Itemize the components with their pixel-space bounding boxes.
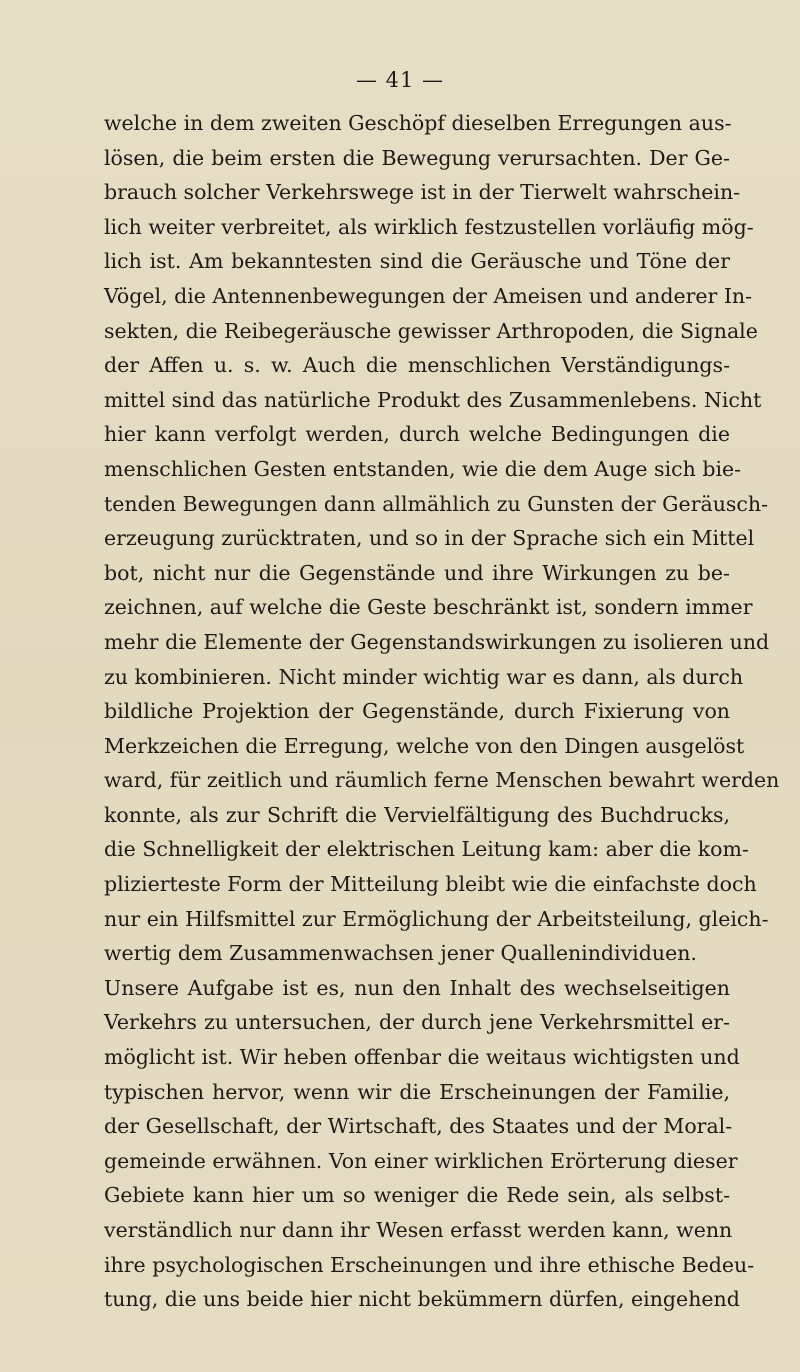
- text-line: lich ist. Am bekanntesten sind die Geräusche und Töne der: [104, 249, 730, 274]
- paragraph-end-line: wertig dem Zusammenwachsen jener Quallenindividuen.: [104, 941, 697, 966]
- text-line: gemeinde erwähnen. Von einer wirklichen Erörterung dieser: [104, 1148, 738, 1173]
- text-line: der Affen u. s. w. Auch die menschlichen Verständigungs-: [104, 353, 730, 378]
- text-line: konnte, als zur Schrift die Vervielfältigung des Buchdrucks,: [104, 802, 730, 827]
- text-line: mehr die Elemente der Gegenstandswirkungen zu isolieren und: [104, 629, 770, 654]
- text-line: sekten, die Reibegeräusche gewisser Arthropoden, die Signale: [104, 318, 758, 343]
- text-line: nur ein Hilfsmittel zur Ermöglichung der Arbeitsteilung, gleich-: [104, 906, 769, 931]
- text-line: mittel sind das natürliche Produkt des Zusammenlebens. Nicht: [104, 387, 762, 412]
- text-line: möglicht ist. Wir heben offenbar die weitaus wichtigsten und: [104, 1045, 740, 1070]
- text-line: plizierteste Form der Mitteilung bleibt wie die einfachste doch: [104, 872, 757, 897]
- text-line: ward, für zeitlich und räumlich ferne Menschen bewahrt werden: [104, 768, 780, 793]
- body-text: [104, 106, 780, 1317]
- text-line: hier kann verfolgt werden, durch welche Bedingungen die: [104, 422, 730, 447]
- text-line: welche in dem zweiten Geschöpf dieselben Erregungen aus-: [104, 111, 732, 135]
- page-number: — 41 —: [355, 68, 445, 92]
- paragraph-start-line: Unsere Aufgabe ist es, nun den Inhalt des wechselseitigen: [104, 975, 730, 1000]
- text-line: tung, die uns beide hier nicht bekümmern dürfen, eingehend: [104, 1287, 740, 1312]
- text-line: Merkzeichen die Erregung, welche von den Dingen ausgelöst: [104, 733, 745, 758]
- text-line: erzeugung zurücktraten, und so in der Sprache sich ein Mittel: [104, 526, 755, 551]
- text-line: lösen, die beim ersten die Bewegung verursachten. Der Ge-: [104, 145, 730, 170]
- text-line: tenden Bewegungen dann allmählich zu Gunsten der Geräusch-: [104, 491, 769, 516]
- text-line: menschlichen Gesten entstanden, wie die dem Auge sich bie-: [104, 456, 742, 481]
- text-line: der Gesellschaft, der Wirtschaft, des Staates und der Moral-: [104, 1114, 733, 1139]
- text-line: Vögel, die Antennenbewegungen der Ameisen und anderer In-: [104, 283, 753, 308]
- text-line: Verkehrs zu untersuchen, der durch jene Verkehrsmittel er-: [104, 1010, 730, 1035]
- text-line: die Schnelligkeit der elektrischen Leitung kam: aber die kom-: [104, 837, 749, 862]
- text-line: bot, nicht nur die Gegenstände und ihre Wirkungen zu be-: [104, 560, 730, 585]
- text-line: zeichnen, auf welche die Geste beschränkt ist, sondern immer: [104, 595, 753, 620]
- text-line: zu kombinieren. Nicht minder wichtig war es dann, als durch: [104, 664, 744, 689]
- text-line: typischen hervor, wenn wir die Erscheinungen der Familie,: [104, 1079, 730, 1104]
- text-line: ihre psychologischen Erscheinungen und ihre ethische Bedeu-: [104, 1252, 755, 1277]
- text-line: verständlich nur dann ihr Wesen erfasst werden kann, wenn: [104, 1218, 733, 1242]
- text-line: Gebiete kann hier um so weniger die Rede sein, als selbst-: [104, 1183, 730, 1208]
- text-line: bildliche Projektion der Gegenstände, durch Fixierung von: [104, 699, 730, 724]
- text-line: brauch solcher Verkehrswege ist in der Tierwelt wahrschein-: [104, 180, 741, 205]
- text-line: lich weiter verbreitet, als wirklich festzustellen vorläufig mög-: [104, 214, 754, 239]
